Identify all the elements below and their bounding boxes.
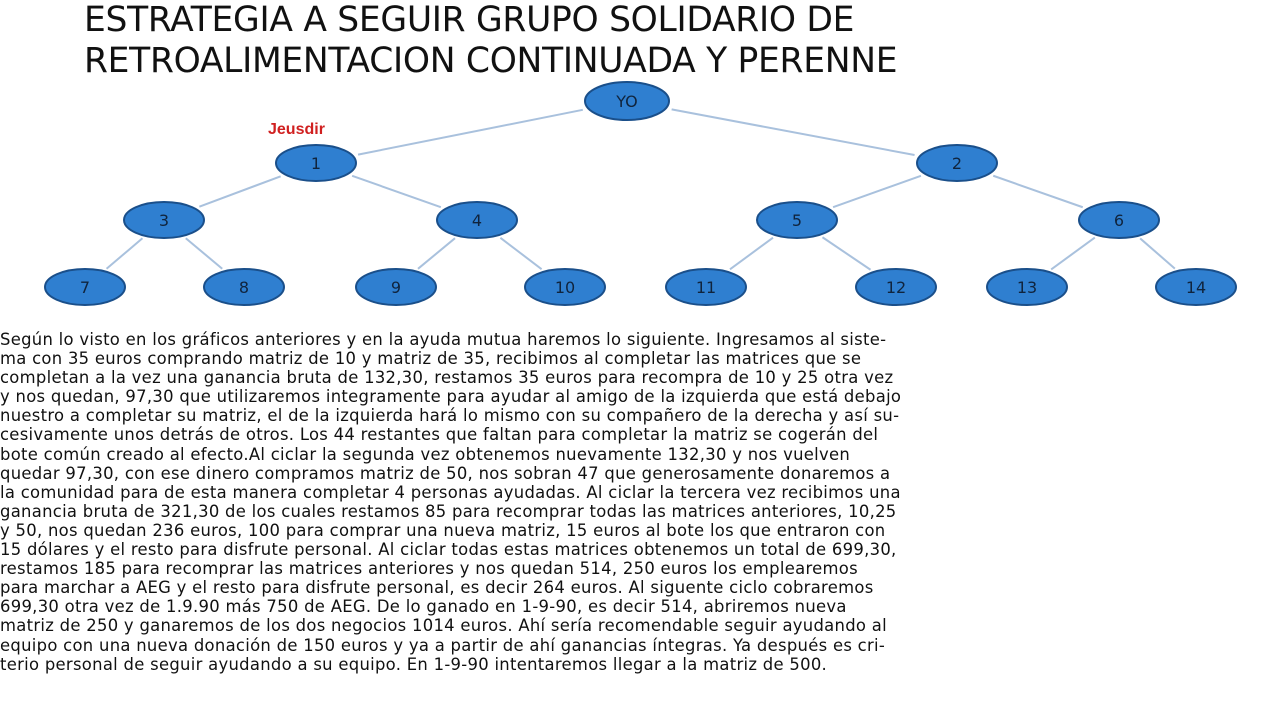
node-label: 8	[238, 278, 250, 297]
tree-node-3	[124, 202, 204, 238]
node-annotation: Jeusdir	[268, 121, 325, 138]
text-line: para marchar a AEG y el resto para disfrute personal, es decir 264 euros. Al siguente ciclo cobraremos	[0, 578, 874, 598]
edge-yo-2	[672, 109, 915, 155]
node-label: 9	[390, 278, 402, 297]
text-line: completan a la vez una ganancia bruta de 132,30, restamos 35 euros para recompra de 10 y 25 otra vez	[0, 368, 894, 388]
node-label: 2	[951, 154, 963, 173]
edge-5-12	[822, 237, 870, 270]
node-label: 3	[158, 211, 170, 230]
text-line: matriz de 250 y ganaremos de los dos negocios 1014 euros. Ahí sería recomendable seguir ayudando al	[0, 616, 887, 636]
tree-nodes	[45, 82, 1236, 305]
tree-node-5	[757, 202, 837, 238]
text-line: la comunidad para de esta manera completar 4 personas ayudadas. Al ciclar la tercera vez recibimos una	[0, 482, 901, 502]
text-line: y 50, nos quedan 236 euros, 100 para comprar una nueva matriz, 15 euros al bote los que entraron con	[0, 520, 886, 540]
edge-2-6	[993, 176, 1083, 207]
text-line: restamos 185 para recomprar las matrices anteriores y nos quedan 514, 250 euros los emplearemos	[0, 559, 858, 579]
tree-node-14	[1156, 269, 1236, 305]
edge-5-11	[730, 238, 773, 270]
edge-1-3	[199, 176, 280, 206]
node-label: 5	[791, 211, 803, 230]
tree-node-1	[276, 145, 356, 181]
solidarity-tree-diagram	[0, 0, 1280, 320]
edge-4-9	[418, 238, 455, 269]
node-label: 13	[1016, 278, 1038, 297]
edge-yo-1	[358, 110, 583, 155]
edge-4-10	[500, 238, 541, 269]
node-label: 1	[310, 154, 322, 173]
text-line: bote común creado al efecto.Al ciclar la segunda vez obtenemos nuevamente 132,30 y nos vuelven	[0, 444, 851, 464]
edge-3-7	[107, 238, 143, 268]
tree-node-12	[856, 269, 936, 305]
tree-node-10	[525, 269, 605, 305]
text-line: nuestro a completar su matriz, el de la izquierda hará lo mismo con su compañero de la derecha y así su-	[0, 406, 900, 426]
text-line: 699,30 otra vez de 1.9.90 más 750 de AEG. De lo ganado en 1-9-90, es decir 514, abriremos nueva	[0, 597, 847, 617]
edge-6-14	[1140, 238, 1175, 268]
edge-2-5	[833, 176, 921, 207]
tree-node-13	[987, 269, 1067, 305]
title-line-2: RETROALIMENTACION CONTINUADA Y PERENNE	[84, 41, 898, 81]
tree-node-yo	[585, 82, 669, 120]
text-line: ma con 35 euros comprando matriz de 10 y matriz de 35, recibimos al completar las matrices que se	[0, 349, 862, 369]
tree-node-8	[204, 269, 284, 305]
tree-node-9	[356, 269, 436, 305]
node-label: 11	[695, 278, 717, 297]
tree-node-6	[1079, 202, 1159, 238]
tree-node-7	[45, 269, 125, 305]
text-line: terio personal de seguir ayudando a su equipo. En 1-9-90 intentaremos llegar a la matriz de 500.	[0, 654, 828, 674]
edge-6-13	[1051, 238, 1095, 270]
title-line-1: ESTRATEGIA A SEGUIR GRUPO SOLIDARIO DE	[84, 0, 855, 40]
text-line: 15 dólares y el resto para disfrute personal. Al ciclar todas estas matrices obtenemos un total de 699,30,	[0, 540, 897, 560]
node-label: 4	[471, 211, 483, 230]
text-line: y nos quedan, 97,30 que utilizaremos integramente para ayudar al amigo de la izquierda que está debajo	[0, 387, 902, 407]
text-line: ganancia bruta de 321,30 de los cuales restamos 85 para recomprar todas las matrices anteriores, 10,25	[0, 501, 897, 521]
explanation-text	[0, 330, 1280, 674]
tree-edges	[107, 109, 1175, 269]
tree-node-4	[437, 202, 517, 238]
tree-node-11	[666, 269, 746, 305]
node-label: YO	[616, 92, 638, 111]
text-line: cesivamente unos detrás de otros. Los 44 restantes que faltan para completar la matriz se cogerán del	[0, 425, 879, 445]
text-line: Según lo visto en los gráficos anteriores y en la ayuda mutua haremos lo siguiente. Ingresamos al siste-	[0, 330, 887, 349]
text-line: equipo con una nueva donación de 150 euros y ya a partir de ahí ganancias íntegras. Ya después es cri-	[0, 635, 886, 655]
node-label: 10	[554, 278, 576, 297]
tree-node-2	[917, 145, 997, 181]
text-line: quedar 97,30, con ese dinero compramos matriz de 50, nos sobran 47 que generosamente donaremos a	[0, 463, 891, 483]
node-label: 12	[885, 278, 907, 297]
edge-3-8	[186, 238, 222, 269]
edge-1-4	[352, 176, 441, 207]
node-label: 14	[1185, 278, 1207, 297]
node-label: 7	[79, 278, 91, 297]
node-label: 6	[1113, 211, 1125, 230]
